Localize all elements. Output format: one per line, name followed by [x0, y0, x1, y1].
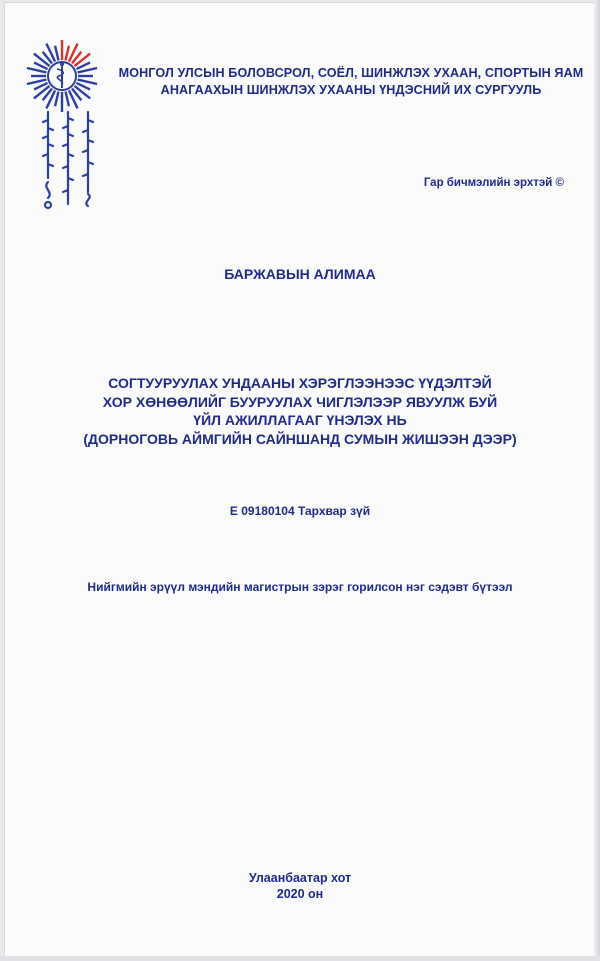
place-and-year: [0, 870, 600, 902]
title-line-4: (ДОРНОГОВЬ АЙМГИЙН САЙНШАНД СУМЫН ЖИШЭЭН ДЭЭР): [83, 430, 517, 447]
emblem-ray: [55, 46, 58, 61]
emblem-ray: [66, 92, 69, 107]
emblem-ray: [55, 92, 58, 107]
emblem-ray: [27, 68, 46, 72]
city-name: Улаанбаатар хот: [248, 871, 352, 885]
emblem-ray: [66, 46, 69, 61]
degree-statement: Нийгмийн эрүүл мэндийн магистрын зэрэг горилсон нэг сэдэвт бүтээл: [87, 580, 513, 594]
year: 2020 он: [276, 887, 324, 901]
emblem-ray: [27, 80, 46, 84]
emblem-ray: [78, 80, 97, 84]
title-line-2: ХОР ХӨНӨӨЛИЙГ БУУРУУЛАХ ЧИГЛЭЛЭЭР ЯВУУЛЖ БУЙ: [102, 393, 498, 410]
university-name: АНАГААХЫН ШИНЖЛЭХ УХААНЫ ҮНДЭСНИЙ ИХ СУРГУУЛЬ: [160, 83, 542, 97]
copyright-notice: Гар бичмэлийн эрхтэй ©: [423, 177, 564, 189]
emblem-ray: [78, 68, 97, 72]
title-line-1: СОГТУУРУУЛАХ УНДААНЫ ХЭРЭГЛЭЭНЭЭС ҮҮДЭЛТЭЙ: [108, 375, 492, 391]
mongolian-script-emblem: [34, 108, 104, 212]
thesis-title: [0, 374, 600, 448]
title-line-3: ҮЙЛ АЖИЛЛАГААГ ҮНЭЛЭХ НЬ: [193, 412, 407, 428]
page-edge-right: [594, 0, 600, 961]
page-edge-bottom: [0, 956, 600, 961]
specialty-code: Е 09180104 Тархвар зүй: [229, 504, 371, 518]
university-emblem-icon: [24, 38, 100, 114]
ministry-name: МОНГОЛ УЛСЫН БОЛОВСРОЛ, СОЁЛ, ШИНЖЛЭХ УХААН, СПОРТЫН ЯАМ: [118, 66, 584, 80]
author-name: БАРЖАВЫН АЛИМАА: [224, 266, 376, 282]
